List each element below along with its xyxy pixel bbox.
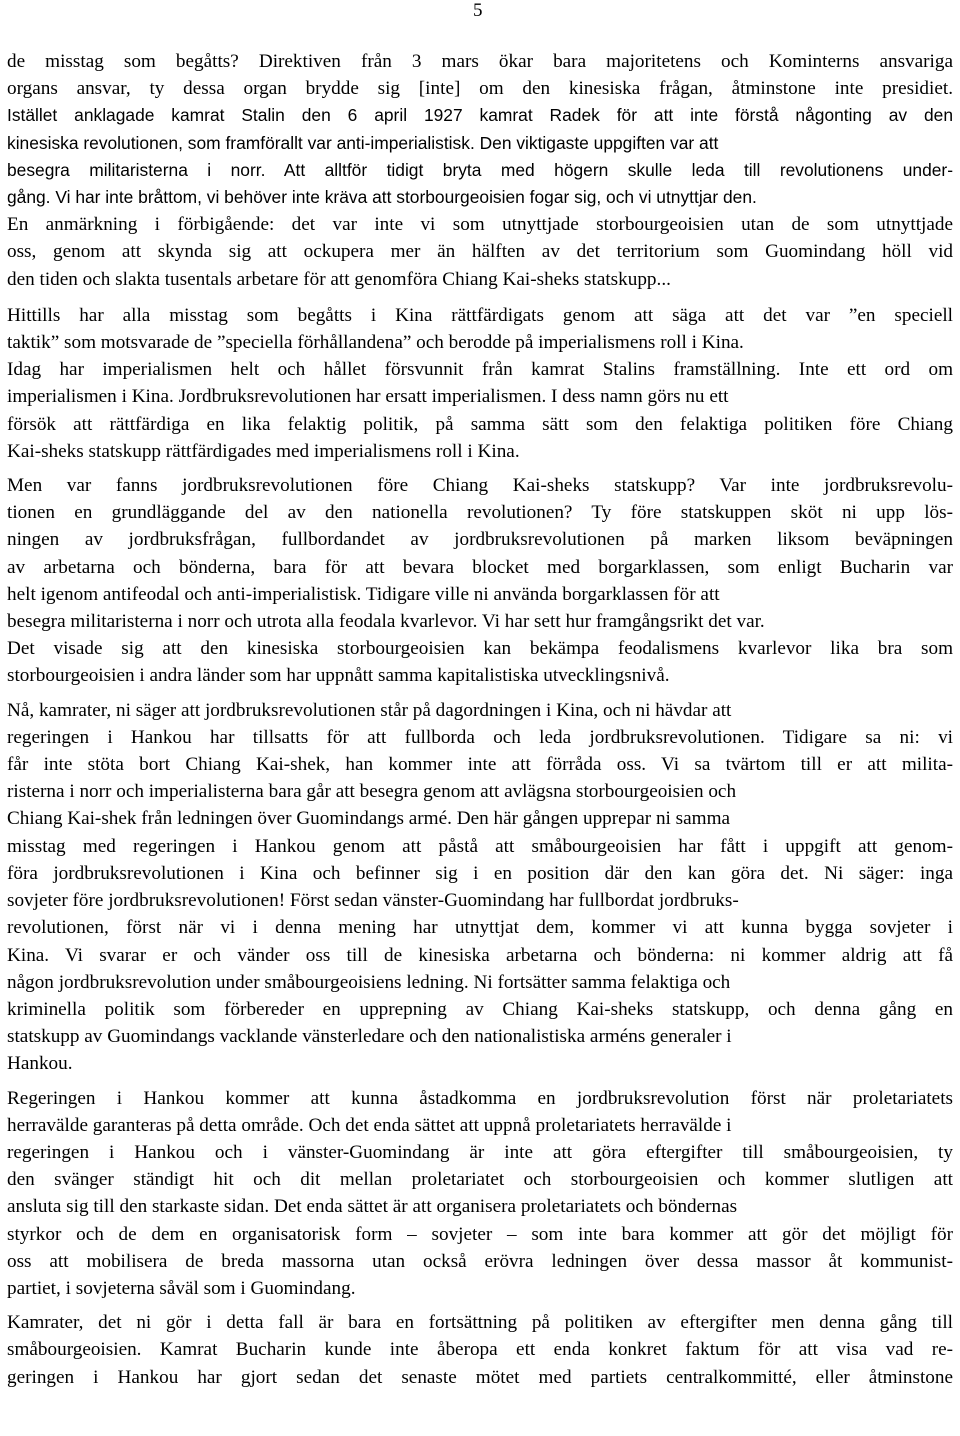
- text-line: oss att mobilisera de breda massorna utan också erövra ledningen över dessa massor åt kommunist-: [7, 1250, 953, 1272]
- text-line: styrkor och de dem en organisatorisk form – sovjeter – som inte bara kommer att gör det möjligt för: [7, 1223, 953, 1245]
- text-line: kriminella politik som förbereder en upprepning av Chiang Kai-sheks statskupp, och denna gång en: [7, 998, 953, 1020]
- text-line: försök att rättfärdiga en lika felaktig politik, på samma sätt som den felaktiga politiken före Chiang: [7, 413, 953, 435]
- text-line: tionen en grundläggande del av den nationella revolutionen? Ty före statskuppen sköt ni upp lös-: [7, 502, 953, 524]
- text-line: sovjeter före jordbruksrevolutionen! Först sedan vänster-Guomindang har fullbordat jordbruks-: [7, 890, 739, 912]
- text-line: Men var fanns jordbruksrevolutionen före Chiang Kai-sheks statskupp? Var inte jordbruksrevolu-: [7, 475, 953, 497]
- paragraph: [7, 472, 953, 690]
- text-line: regeringen i Hankou har tillsatts för att fullborda och leda jordbruksrevolutionen. Tidigare sa ni: vi: [7, 726, 953, 748]
- text-line: En anmärkning i förbigående: det var inte vi som utnyttjade storbourgeoisien utan de som utnyttjade: [7, 214, 953, 236]
- text-line: besegra militaristerna i norr. Att alltför tidigt bryta med högern skulle leda till revolutionens under-: [7, 159, 953, 180]
- text-line: Kina. Vi svarar er och vänder oss till de kinesiska arbetarna och bönderna: ni kommer aldrig att få: [7, 944, 953, 966]
- text-line: revolutionen, först när vi i denna mening har utnyttjat dem, kommer vi att kunna bygga sovjeter i: [7, 917, 953, 939]
- text-line: Hankou.: [7, 1053, 73, 1075]
- text-line: partiet, i sovjeterna såväl som i Guomindang.: [7, 1277, 356, 1299]
- text-line: får inte stöta bort Chiang Kai-shek, han kommer inte att förråda oss. Vi sa tvärtom till er att milita-: [7, 754, 953, 776]
- text-line: av arbetarna och bönderna, bara för att bevara blocket med borgarklassen, som enligt Bucharin var: [7, 556, 953, 578]
- text-line: någon jordbruksrevolution under småbourgeoisiens ledning. Ni fortsätter samma felaktiga och: [7, 971, 731, 993]
- text-line: organs ansvar, ty dessa organ brydde sig [inte] om den kinesiska frågan, åtminstone inte presidiet.: [7, 78, 953, 100]
- text-line: Nå, kamrater, ni säger att jordbruksrevolutionen står på dagordningen i Kina, och ni hävdar att: [7, 699, 732, 721]
- text-line: storbourgeoisien i andra länder som har uppnått samma kapitalistiska utvecklingsnivå.: [7, 665, 670, 687]
- text-line: de misstag som begåtts? Direktiven från 3 mars ökar bara majoritetens och Kominterns ansvariga: [7, 51, 953, 72]
- text-line: misstag med regeringen i Hankou genom att påstå att småbourgeoisien har fått i uppgift att genom-: [7, 835, 953, 857]
- text-line: geringen i Hankou har gjort sedan det senaste mötet med partiets centralkommitté, eller åtminstone: [7, 1366, 953, 1388]
- text-line: Idag har imperialismen helt och hållet försvunnit från kamrat Stalins framställning. Inte ett ord om: [7, 359, 953, 381]
- text-line: ningen av jordbruksfrågan, fullbordandet av jordbruksrevolutionen på marken liksom beväpningen: [7, 529, 953, 551]
- text-line: ansluta sig till den starkaste sidan. Det enda sättet är att organisera proletariatets och böndernas: [7, 1196, 738, 1218]
- text-line: småbourgeoisien. Kamrat Bucharin kunde inte åberopa ett enda konkret faktum för att visa vad re-: [7, 1339, 953, 1361]
- text-line: risterna i norr och imperialisterna bara går att besegra genom att avlägsna storbourgeoisien och: [7, 781, 737, 803]
- paragraph: [7, 697, 953, 1078]
- paragraph: [7, 48, 953, 293]
- text-line: taktik” som motsvarade de ”speciella förhållandena” och berodde på imperialismens roll i Kina.: [7, 332, 744, 354]
- text-line: Det visade sig att den kinesiska storbourgeoisien kan bekämpa feodalismens kvarlevor lika bra som: [7, 638, 953, 660]
- paragraph: [7, 302, 953, 465]
- page-number: 5: [473, 0, 483, 21]
- text-line: kinesiska revolutionen, som framförallt var anti-imperialistisk. Den viktigaste uppgiften var att: [7, 132, 719, 153]
- text-line: Kamrater, det ni gör i detta fall är bara en fortsättning på politiken av eftergifter men denna gång till: [7, 1312, 953, 1334]
- text-line: Istället anklagade kamrat Stalin den 6 april 1927 kamrat Radek för att inte förstå någonting av den: [7, 105, 953, 126]
- text-line: oss, genom att skynda sig att ockupera mer än hälften av det territorium som Guomindang höll vid: [7, 241, 953, 263]
- text-line: herravälde garanteras på detta område. Och det enda sättet att uppnå proletariatets herravälde i: [7, 1114, 732, 1136]
- document-body: [7, 48, 953, 1398]
- text-line: regeringen i Hankou och i vänster-Guomindang är inte att göra eftergifter till småbourgeoisien, ty: [7, 1141, 953, 1163]
- text-line: Kai-sheks statskupp rättfärdigades med imperialismens roll i Kina.: [7, 440, 520, 462]
- text-line: helt igenom antifeodal och anti-imperialistisk. Tidigare ville ni använda borgarklassen för att: [7, 583, 720, 605]
- text-line: den tiden och slakta tusentals arbetare för att genomföra Chiang Kai-sheks statskupp...: [7, 268, 671, 290]
- text-line: Hittills har alla misstag som begåtts i Kina rättfärdigats genom att säga att det var ”en speciell: [7, 304, 953, 326]
- text-line: besegra militaristerna i norr och utrota alla feodala kvarlevor. Vi har sett hur framgångsrikt det var.: [7, 611, 765, 633]
- text-line: den svänger ständigt hit och dit mellan proletariatet och storbourgeoisien och kommer slutligen att: [7, 1169, 953, 1191]
- text-line: gång. Vi har inte bråttom, vi behöver inte kräva att storbourgeoisien fogar sig, och vi utnyttjar den.: [7, 187, 757, 208]
- paragraph: [7, 1309, 953, 1391]
- text-line: Chiang Kai-shek från ledningen över Guomindangs armé. Den här gången upprepar ni samma: [7, 808, 731, 830]
- text-line: imperialismen i Kina. Jordbruksrevolutionen har ersatt imperialismen. I dess namn görs nu ett: [7, 386, 729, 408]
- text-line: statskupp av Guomindangs vacklande vänsterledare och den nationalistiska arméns generaler i: [7, 1026, 732, 1048]
- text-line: Regeringen i Hankou kommer att kunna åstadkomma en jordbruksrevolution först när proletariatets: [7, 1087, 953, 1109]
- text-line: föra jordbruksrevolutionen i Kina och befinner sig i en position där den kan göra det. Ni säger: inga: [7, 862, 953, 884]
- paragraph: [7, 1085, 953, 1303]
